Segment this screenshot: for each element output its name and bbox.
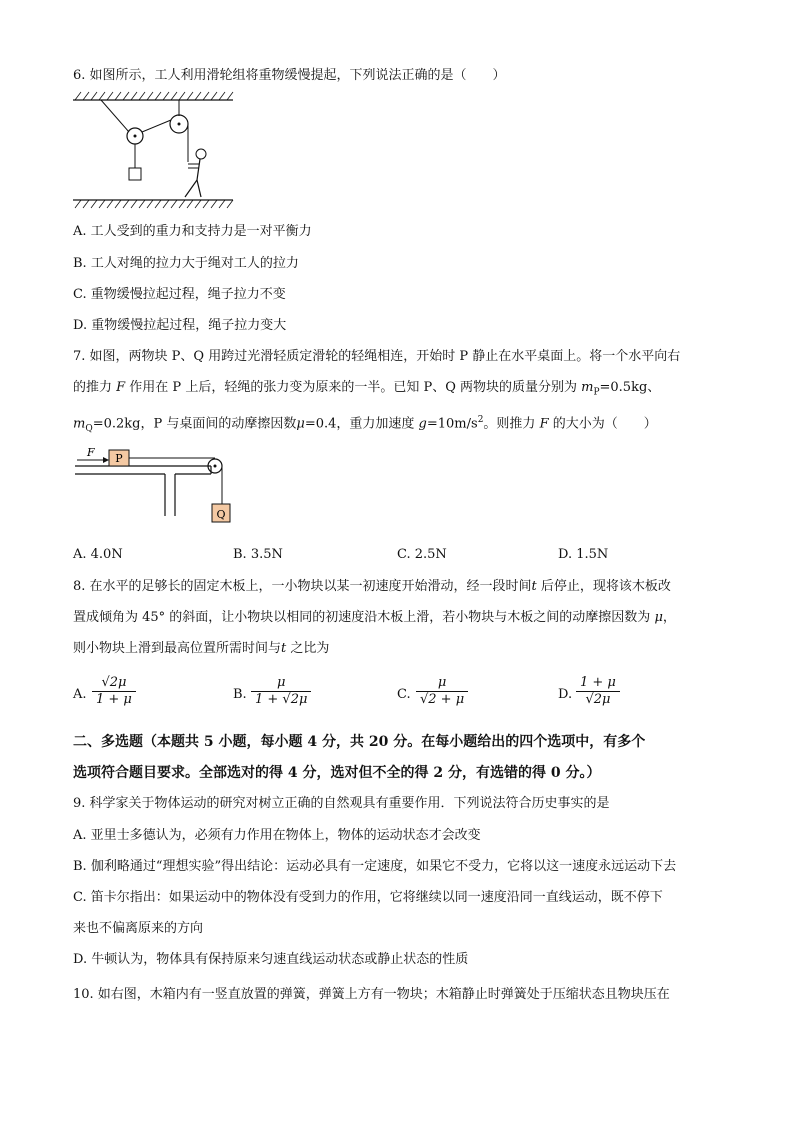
- q8-option-d-fraction: $\frac{1 + \mu}{√2\mu}$: [576, 675, 620, 708]
- q8-option-c-fraction: $\frac{\mu}{√2 + \mu}$: [416, 675, 468, 708]
- q6-stem: 6. 如图所示，工人利用滑轮组将重物缓慢提起，下列说法正确的是（ ）: [73, 68, 506, 83]
- q8-option-b-fraction: $\frac{\mu}{1 + √2\mu}$: [251, 675, 311, 708]
- q6-option-c: C. 重物缓慢拉起过程，绳子拉力不变: [73, 287, 286, 302]
- q6-pulley-figure: [73, 92, 243, 210]
- q7-line2: 的推力 F 作用在 P 上后，轻绳的张力变为原来的一半。已知 P、Q 两物块的质量分别为 $m_P=0.5kg$、: [73, 380, 661, 398]
- q8-line1: 8. 在水平的足够长的固定木板上，一小物块以某一初速度开始滑动，经一段时间t 后停止，现将该木板改: [73, 579, 671, 594]
- q8-line2: 置成倾角为 45° 的斜面，让小物块以相同的初速度沿木板上滑，若小物块与木板之间的动摩擦因数为 μ，: [73, 610, 676, 625]
- q7-line3: $m_Q=0.2kg$，P 与桌面间的动摩擦因数μ=0.4，重力加速度 $g=10m/s^2$。则推力 F 的大小为（ ）: [73, 415, 657, 434]
- q7-force-label: F: [87, 446, 95, 459]
- q6-option-a: A. 工人受到的重力和支持力是一对平衡力: [73, 224, 312, 239]
- q8-option-c-label: C.: [397, 687, 411, 702]
- q7-block-p-label: P: [115, 452, 123, 465]
- q7-option-d: D. 1.5N: [558, 547, 609, 562]
- q9-stem: 9. 科学家关于物体运动的研究对树立正确的自然观具有重要作用．下列说法符合历史事实的是: [73, 796, 610, 811]
- q7-block-q-label: Q: [216, 508, 226, 521]
- section2-header-line2: 选项符合题目要求。全部选对的得 4 分，选对但不全的得 2 分，有选错的得 0 分。）: [73, 765, 601, 781]
- q8-option-b-label: B.: [233, 687, 247, 702]
- q9-option-a: A. 亚里士多德认为，必须有力作用在物体上，物体的运动状态才会改变: [73, 828, 481, 843]
- q9-option-c-line1: C. 笛卡尔指出：如果运动中的物体没有受到力的作用，它将继续以同一速度沿同一直线运动，既不停下: [73, 890, 663, 905]
- q9-option-d: D. 牛顿认为，物体具有保持原来匀速直线运动状态或静止状态的性质: [73, 952, 469, 967]
- q9-option-b: B. 伽利略通过“理想实验”得出结论：运动必具有一定速度，如果它不受力，它将以这一速度永远运动下去: [73, 859, 677, 874]
- q8-line3: 则小物块上滑到最高位置所需时间与t 之比为: [73, 641, 330, 656]
- q8-option-d-label: D.: [558, 687, 573, 702]
- q7-line1: 7. 如图，两物块 P、Q 用跨过光滑轻质定滑轮的轻绳相连，开始时 P 静止在水平桌面上。将一个水平向右: [73, 349, 681, 364]
- q6-option-b: B. 工人对绳的拉力大于绳对工人的拉力: [73, 256, 299, 271]
- q8-option-a-fraction: $\frac{√2\mu}{1 + \mu}$: [92, 675, 136, 708]
- q9-option-c-line2: 来也不偏离原来的方向: [73, 921, 204, 936]
- q7-pulley-figure: [73, 446, 243, 526]
- q8-option-a-label: A.: [73, 687, 87, 702]
- q7-option-a: A. 4.0N: [73, 547, 123, 562]
- q10-stem: 10. 如右图，木箱内有一竖直放置的弹簧，弹簧上方有一物块；木箱静止时弹簧处于压缩状态且物块压在: [73, 987, 670, 1002]
- q6-option-d: D. 重物缓慢拉起过程，绳子拉力变大: [73, 318, 287, 333]
- q7-option-b: B. 3.5N: [233, 547, 283, 562]
- section2-header-line1: 二、多选题（本题共 5 小题，每小题 4 分，共 20 分。在每小题给出的四个选项中，有多个: [73, 734, 646, 750]
- q7-option-c: C. 2.5N: [397, 547, 447, 562]
